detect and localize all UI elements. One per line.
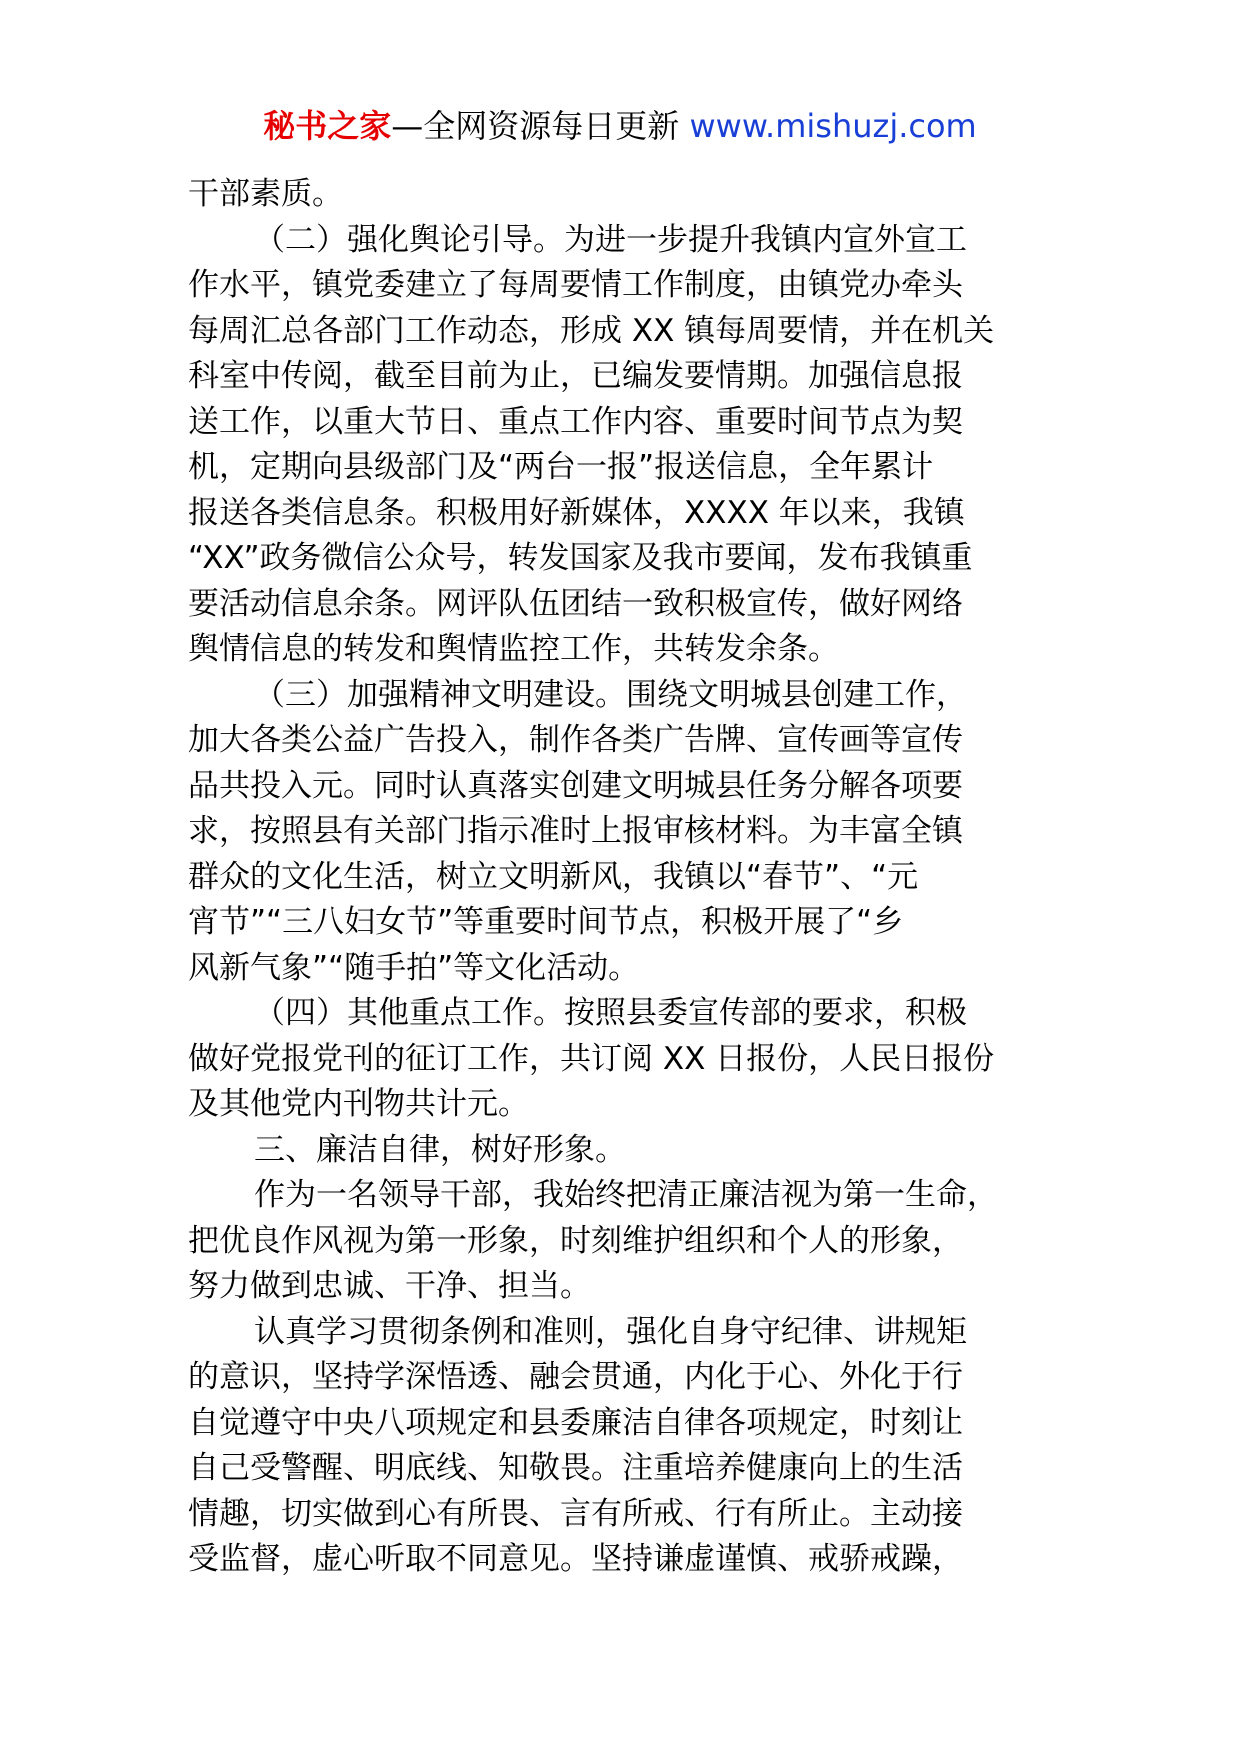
text-line: 自觉遵守中央八项规定和县委廉洁自律各项规定，时刻让: [188, 1404, 963, 1441]
text-line: 求，按照县有关部门指示准时上报审核材料。为丰富全镇: [188, 813, 963, 849]
text-line: 及其他党内刊物共计元。: [188, 1086, 529, 1122]
text-line: 受监督，虚心听取不同意见。坚持谦虚谨慎、戒骄戒躁，: [188, 1541, 963, 1577]
text-line: 作为一名领导干部，我始终把清正廉洁视为第一生命，: [254, 1177, 998, 1213]
text-line: 认真学习贯彻条例和准则，强化自身守纪律、讲规矩: [254, 1313, 967, 1350]
text-line: （四）其他重点工作。按照县委宣传部的要求，积极: [254, 995, 967, 1031]
text-line: 加大各类公益广告投入，制作各类广告牌、宣传画等宣传: [188, 722, 963, 758]
text-line: 报送各类信息条。积极用好新媒体，XXXX 年以来，我镇: [188, 494, 965, 531]
text-line: 自己受警醒、明底线、知敬畏。注重培养健康向上的生活: [188, 1450, 963, 1486]
text-line: 要活动信息余条。网评队伍团结一致积极宣传，做好网络: [188, 585, 963, 622]
text-line: 干部素质。: [188, 176, 343, 212]
text-line: （二）强化舆论引导。为进一步提升我镇内宣外宣工: [254, 221, 967, 258]
text-line: “XX”政务微信公众号，转发国家及我市要闻，发布我镇重: [188, 540, 973, 576]
text-line: 风新气象”“随手拍”等文化活动。: [188, 949, 640, 986]
header-slogan: —全网资源每日更新: [391, 107, 690, 145]
text-line: 的意识，坚持学深悟透、融会贯通，内化于心、外化于行: [188, 1359, 963, 1395]
text-line: 群众的文化生活，树立文明新风，我镇以“春节”、“元: [188, 858, 919, 895]
header-site-link[interactable]: www.mishuzj.com: [689, 107, 977, 145]
text-line: 品共投入元。同时认真落实创建文明城县任务分解各项要: [188, 767, 963, 804]
text-line: 情趣，切实做到心有所畏、言有所戒、行有所止。主动接: [188, 1495, 963, 1532]
text-line: （三）加强精神文明建设。围绕文明城县创建工作，: [254, 676, 967, 713]
text-line: 送工作，以重大节日、重点工作内容、重要时间节点为契: [188, 403, 963, 440]
text-line: 科室中传阅，截至目前为止，已编发要情期。加强信息报: [188, 358, 963, 394]
text-line: 作水平，镇党委建立了每周要情工作制度，由镇党办牵头: [188, 267, 963, 303]
header-brand: 秘书之家: [263, 107, 392, 145]
text-line: 宵节”“三八妇女节”等重要时间节点，积极开展了“乡: [188, 904, 904, 940]
text-line: 努力做到忠诚、干净、担当。: [188, 1268, 591, 1304]
text-line: 舆情信息的转发和舆情监控工作，共转发余条。: [188, 631, 839, 667]
text-line: 三、廉洁自律，树好形象。: [254, 1131, 626, 1168]
text-line: 每周汇总各部门工作动态，形成 XX 镇每周要情，并在机关: [188, 312, 995, 349]
text-line: 把优良作风视为第一形象，时刻维护组织和个人的形象，: [188, 1222, 963, 1259]
text-line: 做好党报党刊的征订工作，共订阅 XX 日报份，人民日报份: [188, 1040, 995, 1077]
page-header: [0, 98, 1240, 154]
document-body: [188, 172, 1068, 1583]
text-line: 机，定期向县级部门及“两台一报”报送信息，全年累计: [188, 449, 934, 485]
